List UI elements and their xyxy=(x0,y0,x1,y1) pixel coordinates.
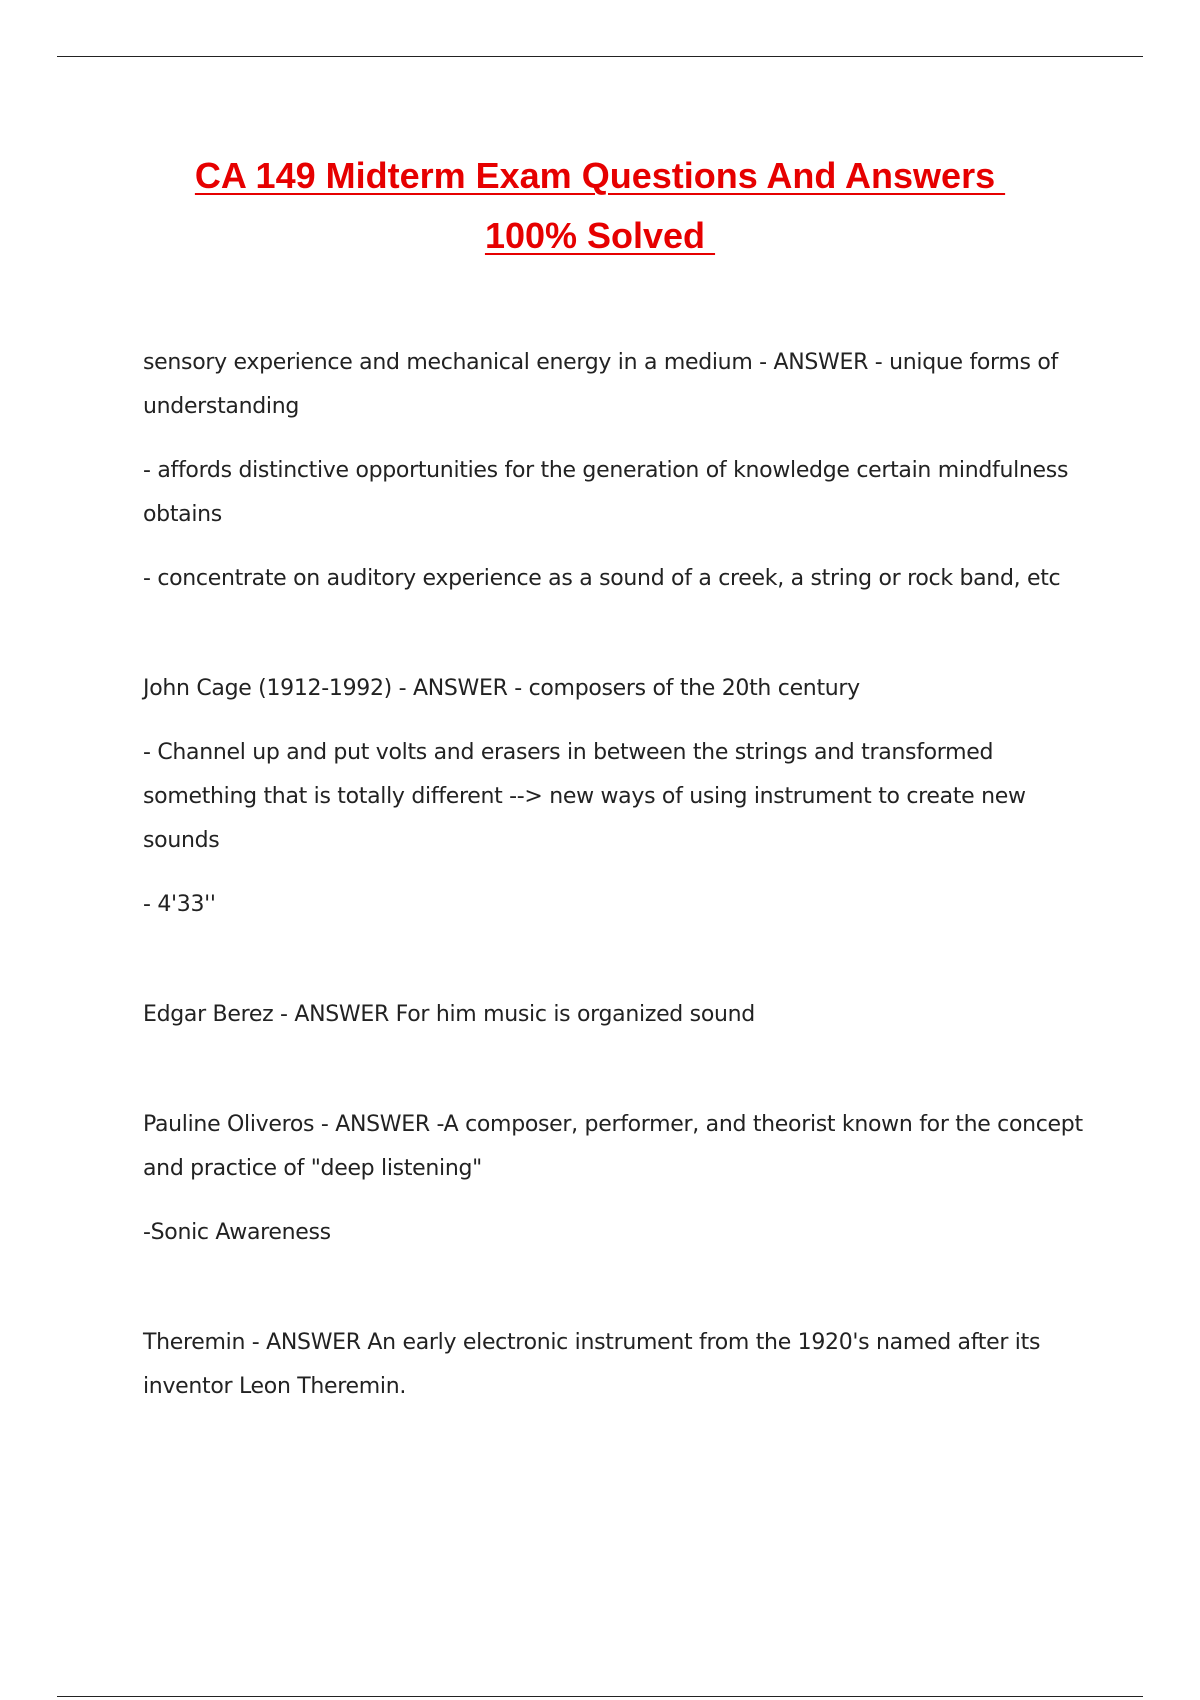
qa-paragraph: Pauline Oliveros - ANSWER -A composer, performer, and theorist known for the concept and practice of "deep listening" xyxy=(143,1112,1083,1181)
qa-paragraph: sensory experience and mechanical energy in a medium - ANSWER - unique forms of understanding xyxy=(143,350,1058,419)
qa-paragraph: - Channel up and put volts and erasers in between the strings and transformed something that is totally different --> new ways of using instrument to create new sounds xyxy=(143,740,1026,853)
qa-entry xyxy=(143,993,1103,1037)
qa-paragraph: - 4'33'' xyxy=(143,892,216,917)
qa-entry xyxy=(143,341,1103,601)
qa-paragraph: Edgar Berez - ANSWER For him music is organized sound xyxy=(143,1002,755,1027)
document-title xyxy=(0,146,1200,266)
footer-rule xyxy=(57,1696,1143,1697)
title-line-2: 100% Solved xyxy=(484,215,716,256)
qa-paragraph: - affords distinctive opportunities for the generation of knowledge certain mindfulness obtains xyxy=(143,458,1069,527)
qa-paragraph: Theremin - ANSWER An early electronic instrument from the 1920's named after its inventor Leon Theremin. xyxy=(143,1330,1041,1399)
title-line-1: CA 149 Midterm Exam Questions And Answers xyxy=(194,155,1006,196)
qa-entry xyxy=(143,1103,1103,1255)
qa-entry xyxy=(143,667,1103,927)
qa-paragraph: -Sonic Awareness xyxy=(143,1220,331,1245)
header-rule xyxy=(57,56,1143,57)
qa-paragraph: - concentrate on auditory experience as a sound of a creek, a string or rock band, etc xyxy=(143,566,1061,591)
qa-entry xyxy=(143,1321,1103,1409)
qa-paragraph: John Cage (1912-1992) - ANSWER - composers of the 20th century xyxy=(143,676,860,701)
qa-list xyxy=(143,341,1103,1475)
